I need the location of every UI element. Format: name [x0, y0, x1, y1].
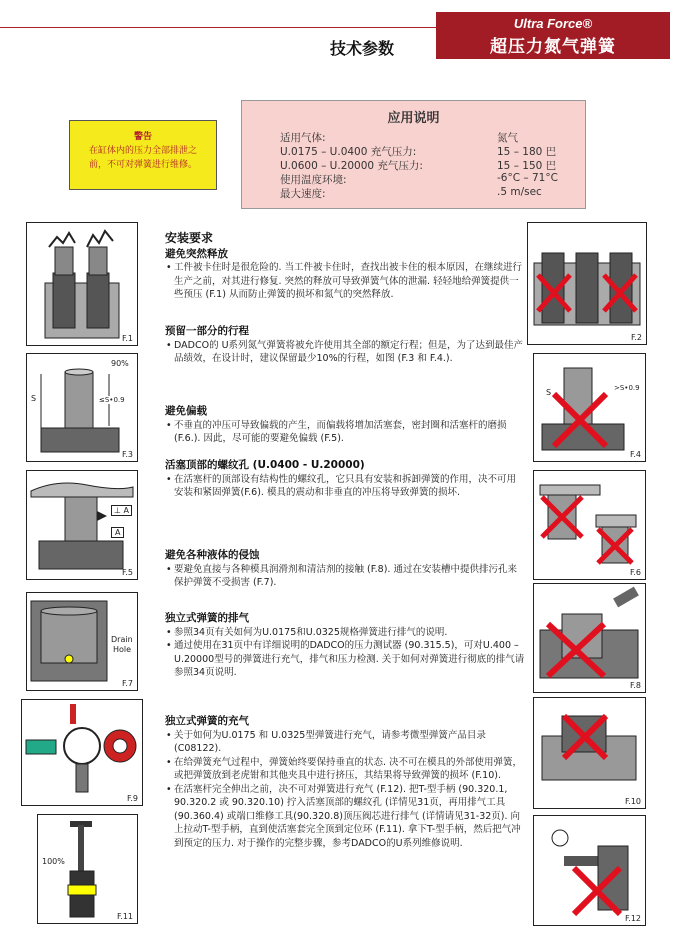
section-heading: 避免突然释放 — [165, 247, 228, 260]
figure-sd: >S•0.9 — [614, 384, 640, 392]
figure-f6 — [533, 470, 646, 580]
section-sudden-release — [165, 232, 525, 302]
bullet: • 工件被卡住时是很危险的. 当工件被卡住时，查找出被卡住的根本原因，在继续进行生产之前，对其进行修复. 突然的释放可导致弹簧气体的泄漏. 轻轻地给弹簧提供一些预压 (F.1) 从而防止弹簧的损坏和氮气的突然释放. — [165, 261, 525, 302]
spec-value: 15 – 180 巴 — [497, 146, 557, 158]
bullet: • 关于如何为U.0175 和 U.0325型弹簧进行充气，请参考微型弹簧产品目录 (C08122). — [165, 729, 525, 756]
figure-f11 — [37, 814, 138, 924]
figure-label: F.2 — [631, 333, 642, 342]
figure-s: S — [546, 388, 552, 397]
figure-perp: ⊥ A — [111, 505, 132, 516]
figure-pct: 100% — [42, 857, 65, 866]
application-box — [241, 100, 586, 209]
side-load-wrong-illustration — [534, 471, 645, 579]
figure-pct: 90% — [111, 359, 129, 368]
section-heading: 活塞顶部的螺纹孔 (U.0400 - U.20000) — [165, 459, 365, 471]
spec-value: -6°C – 71°C — [497, 172, 558, 184]
section-heading: 预留一部分的行程 — [165, 325, 249, 337]
spec-label: 使用温度环境: — [280, 174, 347, 186]
section-side-load — [165, 405, 525, 446]
figure-label: F.12 — [624, 914, 641, 923]
spec-row — [242, 172, 585, 186]
figure-label: F.11 — [116, 912, 133, 921]
brand-subtitle: 超压力氮气弹簧 — [490, 37, 616, 57]
spec-row — [242, 144, 585, 158]
figure-f12 — [533, 815, 646, 926]
spec-value: .5 m/sec — [497, 186, 542, 198]
warning-title: 警告 — [133, 132, 152, 142]
vise-wrong-illustration — [534, 698, 645, 808]
fluid-contact-wrong-illustration — [534, 584, 645, 692]
spring-preload-illustration — [27, 223, 137, 345]
warning-text-2: 前，不可对弹簧进行维修。 — [88, 160, 197, 170]
figure-label: F.4 — [630, 450, 641, 459]
section-threaded-hole — [165, 459, 525, 500]
charge-before-extended-wrong-illustration — [534, 816, 645, 925]
charging-gauge-illustration — [22, 700, 142, 805]
spec-label: 适用气体: — [280, 132, 326, 144]
bullet: • 在给弹簧充气过程中，弹簧始终要保持垂直的状态. 决不可在模具的外部使用弹簧，或把弹簧放到老虎钳和其他夹具中进行挤压，其结果将导致弹簧的损坏 (F.10). — [165, 756, 525, 783]
figure-label: F.9 — [127, 794, 138, 803]
figure-label: F.6 — [630, 568, 641, 577]
figure-f1 — [26, 222, 138, 346]
full-stroke-wrong-illustration — [534, 354, 645, 461]
t-handle-illustration — [38, 815, 137, 923]
figure-f4 — [533, 353, 646, 462]
stroke-90-illustration — [27, 354, 137, 461]
bullet: • DADCO的 U系列氮气弹簧将被允许使用其全部的额定行程；但是，为了达到最佳产品绩效，在设计时，建议保留最少10%的行程，如图 (F.3 和 F.4.). — [165, 339, 525, 366]
figure-f5 — [26, 470, 138, 580]
header-rule — [0, 27, 436, 28]
bullet: • 参照34页有关如何为U.0175和U.0325规格弹簧进行排气的说明. — [165, 626, 525, 640]
alignment-illustration — [27, 471, 137, 579]
sudden-release-wrong-illustration — [528, 223, 646, 344]
page-title: 技术参数 — [330, 39, 395, 58]
figure-label: F.3 — [122, 450, 133, 459]
section-discharge — [165, 612, 525, 680]
section-stroke — [165, 325, 525, 366]
figure-f9 — [21, 699, 143, 806]
bullet: • 要避免直接与各种模具润滑剂和清洁剂的接触 (F.8). 通过在安装槽中提供排污孔来保护弹簧不受损害 (F.7). — [165, 563, 525, 590]
brand-box — [436, 12, 670, 59]
spec-row — [242, 158, 585, 172]
section-fluids — [165, 549, 525, 590]
figure-label: F.5 — [122, 568, 133, 577]
figure-sd: ≤S•0.9 — [99, 396, 125, 404]
figure-f3 — [26, 353, 138, 462]
figure-s: S — [31, 394, 37, 403]
warning-box — [69, 120, 217, 190]
section-charging — [165, 715, 525, 850]
figure-label: F.10 — [624, 797, 641, 806]
spec-row — [242, 130, 585, 144]
install-heading: 安装要求 — [165, 231, 214, 245]
figure-f8 — [533, 583, 646, 693]
figure-label: F.8 — [630, 681, 641, 690]
application-title: 应用说明 — [387, 111, 440, 126]
figure-label: F.1 — [122, 334, 133, 343]
bullet: • 不垂直的冲压可导致偏载的产生，而偏载将增加活塞套，密封圈和活塞杆的磨损 (F.6.). 因此，尽可能的要避免偏载 (F.5). — [165, 419, 525, 446]
figure-label: F.7 — [122, 679, 133, 688]
figure-a: A — [111, 527, 124, 538]
spec-value: 15 – 150 巴 — [497, 160, 557, 172]
section-heading: 独立式弹簧的充气 — [165, 715, 249, 727]
figure-f2 — [527, 222, 647, 345]
section-heading: 避免各种液体的侵蚀 — [165, 549, 260, 561]
section-heading: 避免偏载 — [165, 405, 207, 417]
bullet: • 在活塞杆的顶部设有结构性的螺纹孔，它只具有安装和拆卸弹簧的作用，决不可用 安装和紧固弹簧(F.6). 模具的震动和非垂直的冲压将导致弹簧的损坏. — [165, 473, 525, 500]
figure-f10 — [533, 697, 646, 809]
figure-f7 — [26, 592, 138, 691]
spec-label: U.0175 – U.0400 充气压力: — [280, 146, 417, 158]
figure-drain-label-1: Drain — [111, 635, 133, 644]
warning-text-1: 在缸体内的压力全部排泄之 — [88, 146, 197, 156]
brand-product-line: Ultra Force® — [513, 16, 593, 31]
bullet: • 通过使用在31页中有详细说明的DADCO的压力测试器 (90.315.5)，可对U.400 – U.20000型号的弹簧进行充气，排气和压力检测. 关于如何对弹簧进行彻底的排气请参照34页说明. — [165, 639, 525, 680]
figure-drain-label-2: Hole — [113, 645, 132, 654]
spec-label: U.0600 – U.20000 充气压力: — [280, 160, 423, 172]
spec-label: 最大速度: — [280, 188, 326, 200]
spec-value: 氮气 — [497, 132, 518, 144]
section-heading: 独立式弹簧的排气 — [165, 612, 249, 624]
spec-row — [242, 186, 585, 200]
bullet: • 在活塞杆完全伸出之前，决不可对弹簧进行充气 (F.12). 把T-型手柄 (90.320.1, 90.320.2 或 90.320.10) 拧入活塞顶部的螺纹孔 (详情见31页，再用排气工具(90.360.4) 或端口维修工具(90.320.8)顶压阀芯进行排气 (详情请见31-32页). 向上拉动T-型手柄，直到使活塞套完全顶到定位环 (F.11). 拿下T-型手柄，然后把气冲到预定的压力. 对于操作的完整步骤，参考DADCO的U系列维修说明. — [165, 783, 525, 851]
